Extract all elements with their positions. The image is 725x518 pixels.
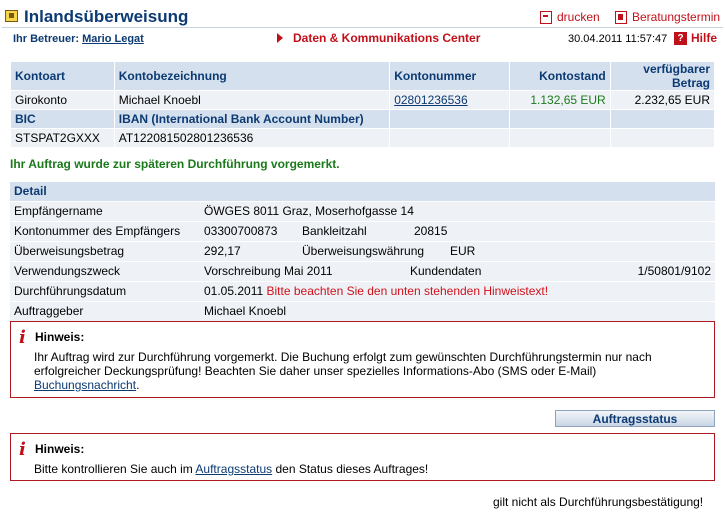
- detail-row-purpose: [10, 262, 715, 281]
- amount-label: Überweisungsbetrag: [14, 244, 125, 258]
- bank-code-label: Bankleitzahl: [302, 224, 367, 238]
- col-header-account-number: Kontonummer: [390, 62, 509, 90]
- execution-warning: Bitte beachten Sie den unten stehenden Hinweistext!: [266, 284, 549, 298]
- col-header-balance: Kontostand: [510, 62, 609, 90]
- detail-row-orderer: [10, 302, 715, 321]
- detail-table: [10, 182, 715, 321]
- calendar-icon: [615, 11, 627, 24]
- execution-value: 01.05.2011: [204, 284, 264, 298]
- data-center-link[interactable]: [277, 31, 480, 45]
- page-header: [2, 4, 723, 28]
- currency-value: EUR: [450, 244, 476, 258]
- arrow-right-icon: [277, 33, 283, 43]
- recipient-account-value: 03300700873: [204, 224, 278, 238]
- bic-value: STSPAT2GXXX: [11, 129, 114, 147]
- status-message: Ihr Auftrag wurde zur späteren Durchführung vorgemerkt.: [10, 157, 340, 171]
- orderer-value: Michael Knoebl: [204, 304, 287, 318]
- page-title: Inlandsüberweisung: [24, 7, 189, 26]
- execution-label: Durchführungsdatum: [14, 284, 127, 298]
- amount-value: 292,17: [204, 244, 241, 258]
- detail-row-amount: [10, 242, 715, 261]
- notice-status-text: [34, 462, 694, 476]
- notice-box-status: [10, 433, 715, 481]
- notice-suffix: .: [136, 378, 140, 392]
- notice-box: [10, 321, 715, 398]
- appointment-link[interactable]: [615, 10, 720, 24]
- bank-code-value: 20815: [414, 224, 448, 238]
- info-icon: i: [19, 439, 26, 460]
- notice-text-block: [34, 350, 694, 392]
- col-header-bic: BIC: [11, 110, 114, 128]
- notice-title: Hinweis:: [35, 442, 85, 456]
- subheader: [2, 29, 723, 50]
- recipient-value: ÖWGES 8011 Graz, Moserhofgasse 14: [204, 204, 414, 218]
- notice-status-after: den Status dieses Auftrages!: [275, 462, 429, 476]
- currency-label: Überweisungswährung: [302, 244, 425, 258]
- booking-notification-link[interactable]: Buchungsnachricht: [34, 378, 137, 392]
- purpose-label: Verwendungszweck: [14, 264, 121, 278]
- appointment-label: Beratungstermin: [632, 10, 721, 24]
- col-header-account-type: Kontoart: [11, 62, 114, 90]
- empty-cell: [390, 129, 509, 147]
- col-header-account-name: Kontobezeichnung: [115, 62, 389, 90]
- col-header-iban: IBAN (International Bank Account Number): [115, 110, 389, 128]
- orderer-label: Auftraggeber: [14, 304, 84, 318]
- empty-cell: [510, 129, 609, 147]
- header-spacer: [510, 110, 609, 128]
- advisor-info: [13, 33, 144, 45]
- account-table: [10, 61, 715, 148]
- recipient-label: Empfängername: [14, 204, 103, 218]
- execution-value-group: [204, 282, 548, 301]
- order-status-button[interactable]: Auftragsstatus: [555, 410, 715, 427]
- header-spacer: [390, 110, 509, 128]
- notice-status-before: Bitte kontrollieren Sie auch im: [34, 462, 193, 476]
- account-number-link[interactable]: 02801236536: [394, 93, 468, 107]
- help-label: Hilfe: [691, 31, 718, 45]
- transfer-icon: [5, 10, 18, 22]
- iban-value: AT122081502801236536: [115, 129, 389, 147]
- header-spacer: [611, 110, 714, 128]
- customer-data-label: Kundendaten: [410, 264, 482, 278]
- detail-header: Detail: [10, 182, 715, 201]
- notice-text: Ihr Auftrag wird zur Durchführung vorgemerkt. Die Buchung erfolgt zum gewünschten Durchführungstermin nur nach erfolgreicher Deckungsprüfung! Beachten Sie daher unser spezielles Informations-Abo (SMS oder E-Mail): [34, 350, 652, 378]
- account-number-cell: [390, 91, 509, 109]
- account-available: 2.232,65 EUR: [611, 91, 714, 109]
- account-balance: 1.132,65 EUR: [510, 91, 609, 109]
- info-icon: i: [19, 327, 26, 348]
- detail-row-recipient-account: [10, 222, 715, 241]
- account-type: Girokonto: [11, 91, 114, 109]
- footer-note: gilt nicht als Durchführungsbestätigung!: [493, 495, 704, 509]
- order-status-link[interactable]: Auftragsstatus: [195, 462, 273, 476]
- detail-row-execution: [10, 282, 715, 301]
- advisor-prefix: Ihr Betreuer:: [13, 33, 80, 45]
- empty-cell: [611, 129, 714, 147]
- print-label: drucken: [557, 10, 600, 24]
- help-icon: ?: [674, 32, 687, 45]
- data-center-label: Daten & Kommunikations Center: [293, 31, 481, 45]
- print-link[interactable]: [540, 10, 600, 24]
- account-name: Michael Knoebl: [115, 91, 389, 109]
- purpose-value: Vorschreibung Mai 2011: [204, 264, 333, 278]
- notice-title: Hinweis:: [35, 330, 85, 344]
- session-datetime: 30.04.2011 11:57:47: [568, 33, 668, 45]
- advisor-link[interactable]: Mario Legat: [82, 33, 144, 45]
- recipient-account-label: Kontonummer des Empfängers: [14, 224, 181, 238]
- detail-row-recipient: [10, 202, 715, 221]
- printer-icon: [540, 11, 552, 24]
- customer-data-value: 1/50801/9102: [637, 264, 711, 278]
- help-link[interactable]: [674, 31, 717, 45]
- col-header-available: verfügbarer Betrag: [611, 62, 714, 90]
